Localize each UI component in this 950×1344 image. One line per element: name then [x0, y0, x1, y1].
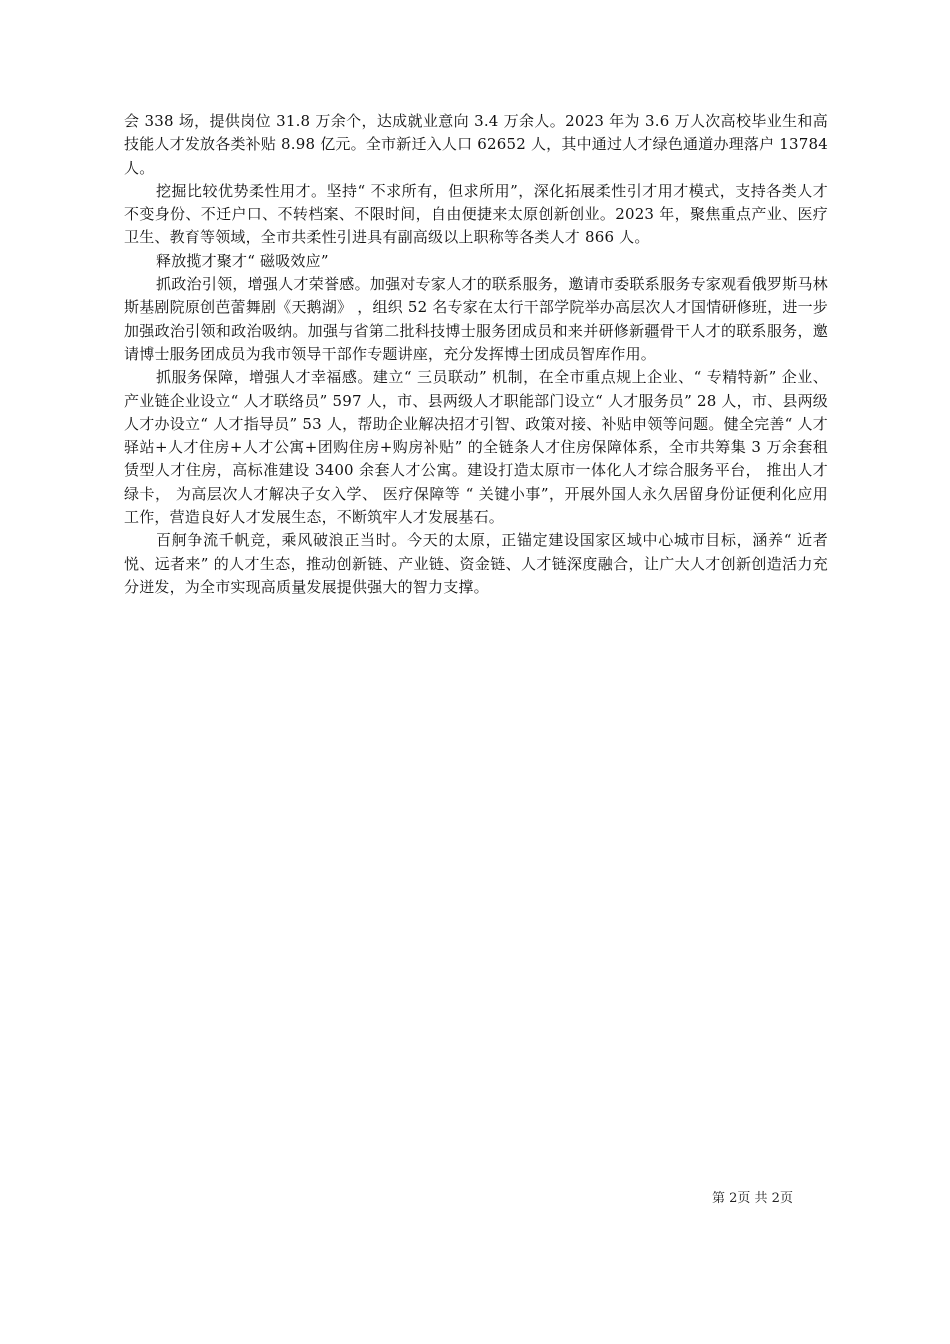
paragraph-employment-stats: 会 338 场，提供岗位 31.8 万余个，达成就业意向 3.4 万余人。2023 年为 3.6 万人次高校毕业生和高技能人才发放各类补贴 8.98 亿元。全市新迁入人口 62652 人，其中通过人才绿色通道办理落户 13784 人。 [124, 112, 828, 177]
paragraph-flexible-talent: 挖掘比较优势柔性用才。坚持“ 不求所有，但求所用”，深化拓展柔性引才用才模式，支持各类人才不变身份、不迁户口、不转档案、不限时间，自由便捷来太原创新创业。2023 年，聚焦重点产业、医疗卫生、教育等领域，全市共柔性引进具有副高级以上职称等各类人才 866 人。 [124, 181, 828, 247]
document-body [124, 110, 828, 599]
paragraph-political-guidance: 抓政治引领，增强人才荣誉感。加强对专家人才的联系服务，邀请市委联系服务专家观看俄罗斯马林斯基剧院原创芭蕾舞剧《天鹅湖》 ，组织 52 名专家在太行干部学院举办高层次人才国情研修班，进一步加强政治引领和政治吸纳。加强与省第二批科技博士服务团成员和来并研修新疆骨干人才的联系服务，邀请博士服务团成员为我市领导干部作专题讲座，充分发挥博士团成员智库作用。 [124, 275, 828, 363]
paragraph-service-guarantee: 抓服务保障，增强人才幸福感。建立“ 三员联动” 机制，在全市重点规上企业、“ 专精特新” 企业、产业链企业设立“ 人才联络员” 597 人，市、县两级人才职能部门设立“ 人才服务员” 28 人，市、县两级人才办设立“ 人才指导员” 53 人，帮助企业解决招才引智、政策对接、补贴申领等问题。健全完善“ 人才驿站+人才住房+人才公寓+团购住房+购房补贴” 的全链条人才住房保障体系，全市共筹集 3 万余套租赁型人才住房，高标准建设 3400 余套人才公寓。建设打造太原市一体化人才综合服务平台， 推出人才绿卡， 为高层次人才解决子女入学、 医疗保障等 “ 关键小事”，开展外国人永久居留身份证便利化应用工作，营造良好人才发展生态，不断筑牢人才发展基石。 [124, 368, 828, 527]
page-number-footer: 第 2页 共 2页 [712, 1191, 793, 1206]
section-heading-magnet-effect: 释放揽才聚才“ 磁吸效应” [156, 251, 329, 270]
paragraph-conclusion: 百舸争流千帆竞，乘风破浪正当时。今天的太原，正锚定建设国家区域中心城市目标，涵养“ 近者悦、远者来” 的人才生态，推动创新链、产业链、资金链、人才链深度融合，让广大人才创新创造活力充分迸发，为全市实现高质量发展提供强大的智力支撑。 [124, 531, 828, 596]
